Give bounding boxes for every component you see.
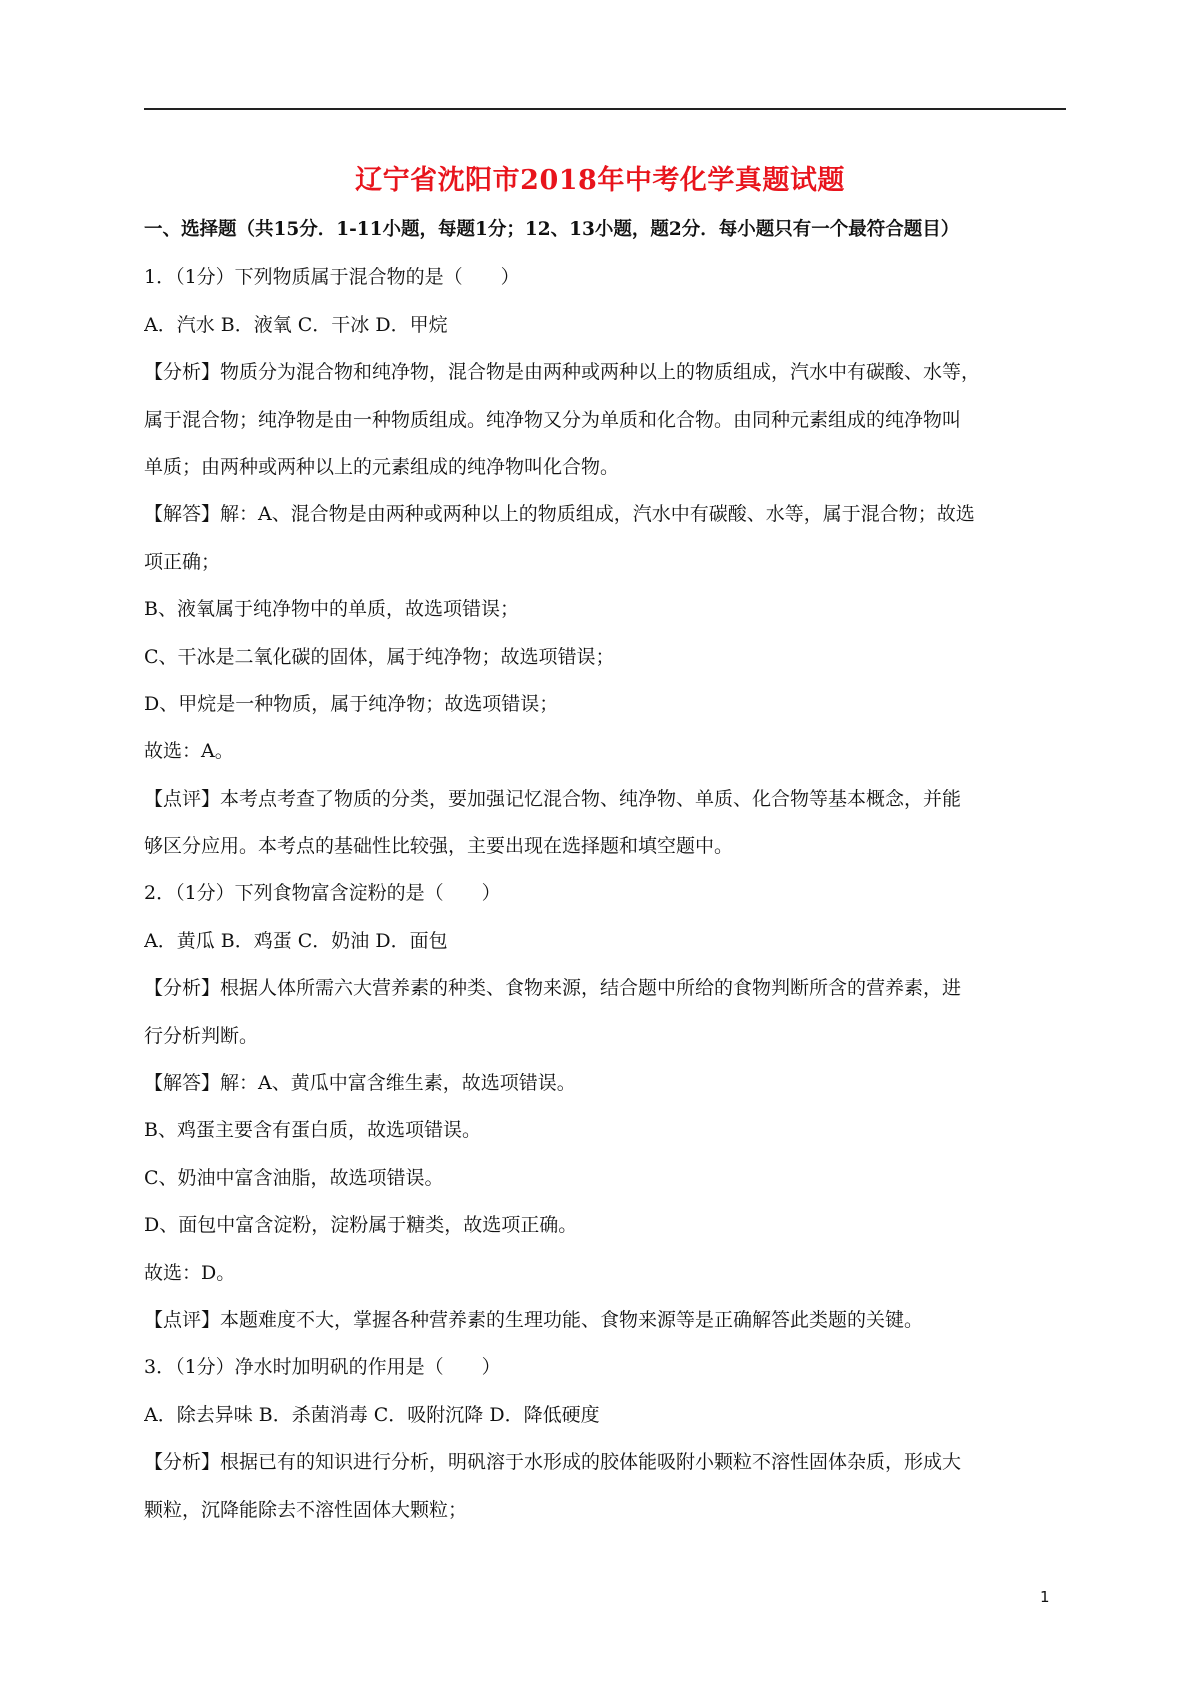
text-line: 颗粒，沉降能除去不溶性固体大颗粒； [144, 1498, 468, 1521]
text-line: 【点评】本题难度不大，掌握各种营养素的生理功能、食物来源等是正确解答此类题的关键。 [144, 1308, 924, 1331]
text-line: 故选：D。 [144, 1261, 236, 1284]
text-line: A．汽水 B．液氧 C．干冰 D．甲烷 [144, 313, 448, 336]
text-line: 【点评】本考点考查了物质的分类，要加强记忆混合物、纯净物、单质、化合物等基本概念，并能 [144, 787, 962, 810]
text-line: 属于混合物；纯净物是由一种物质组成。纯净物又分为单质和化合物。由同种元素组成的纯净物叫 [144, 408, 962, 431]
document-body [144, 218, 1066, 1545]
text-line: 2．（1分）下列食物富含淀粉的是（ ） [144, 882, 501, 905]
text-line: 故选：A。 [144, 740, 234, 763]
text-line: 1．（1分）下列物质属于混合物的是（ ） [144, 266, 520, 289]
text-line: B、鸡蛋主要含有蛋白质，故选项错误。 [144, 1119, 481, 1142]
text-line: C、干冰是二氧化碳的固体，属于纯净物；故选项错误； [144, 645, 615, 668]
text-line: 3．（1分）净水时加明矾的作用是（ ） [144, 1356, 501, 1379]
text-line: 【解答】解：A、混合物是由两种或两种以上的物质组成，汽水中有碳酸、水等，属于混合物；故选 [144, 503, 975, 526]
text-line: 【分析】根据已有的知识进行分析，明矾溶于水形成的胶体能吸附小颗粒不溶性固体杂质，形成大 [144, 1451, 962, 1474]
text-line: C、奶油中富含油脂，故选项错误。 [144, 1166, 444, 1189]
text-line: 单质；由两种或两种以上的元素组成的纯净物叫化合物。 [144, 455, 620, 478]
section-heading: 一、选择题（共15分．1-11小题，每题1分；12、13小题，题2分．每小题只有一个最符合题目） [144, 219, 960, 240]
document-title: 辽宁省沈阳市2018年中考化学真题试题 [355, 165, 845, 196]
text-line: 【分析】物质分为混合物和纯净物，混合物是由两种或两种以上的物质组成，汽水中有碳酸、水等， [144, 361, 981, 384]
text-line: 【分析】根据人体所需六大营养素的种类、食物来源，结合题中所给的食物判断所含的营养素，进 [144, 977, 962, 1000]
text-line: 【解答】解：A、黄瓜中富含维生素，故选项错误。 [144, 1072, 576, 1095]
text-line: 行分析判断。 [144, 1024, 259, 1047]
text-line: D、面包中富含淀粉，淀粉属于糖类，故选项正确。 [144, 1214, 578, 1237]
text-line: A．黄瓜 B．鸡蛋 C．奶油 D．面包 [144, 929, 448, 952]
page-number: 1 [1040, 1588, 1050, 1606]
header-rule [144, 108, 1066, 110]
text-line: B、液氧属于纯净物中的单质，故选项错误； [144, 598, 519, 621]
text-line: 够区分应用。本考点的基础性比较强，主要出现在选择题和填空题中。 [144, 835, 734, 858]
text-line: A．除去异味 B．杀菌消毒 C．吸附沉降 D．降低硬度 [144, 1403, 600, 1426]
text-line: 项正确； [144, 550, 221, 573]
text-lines [144, 265, 1066, 1521]
text-line: D、甲烷是一种物质，属于纯净物；故选项错误； [144, 692, 559, 715]
